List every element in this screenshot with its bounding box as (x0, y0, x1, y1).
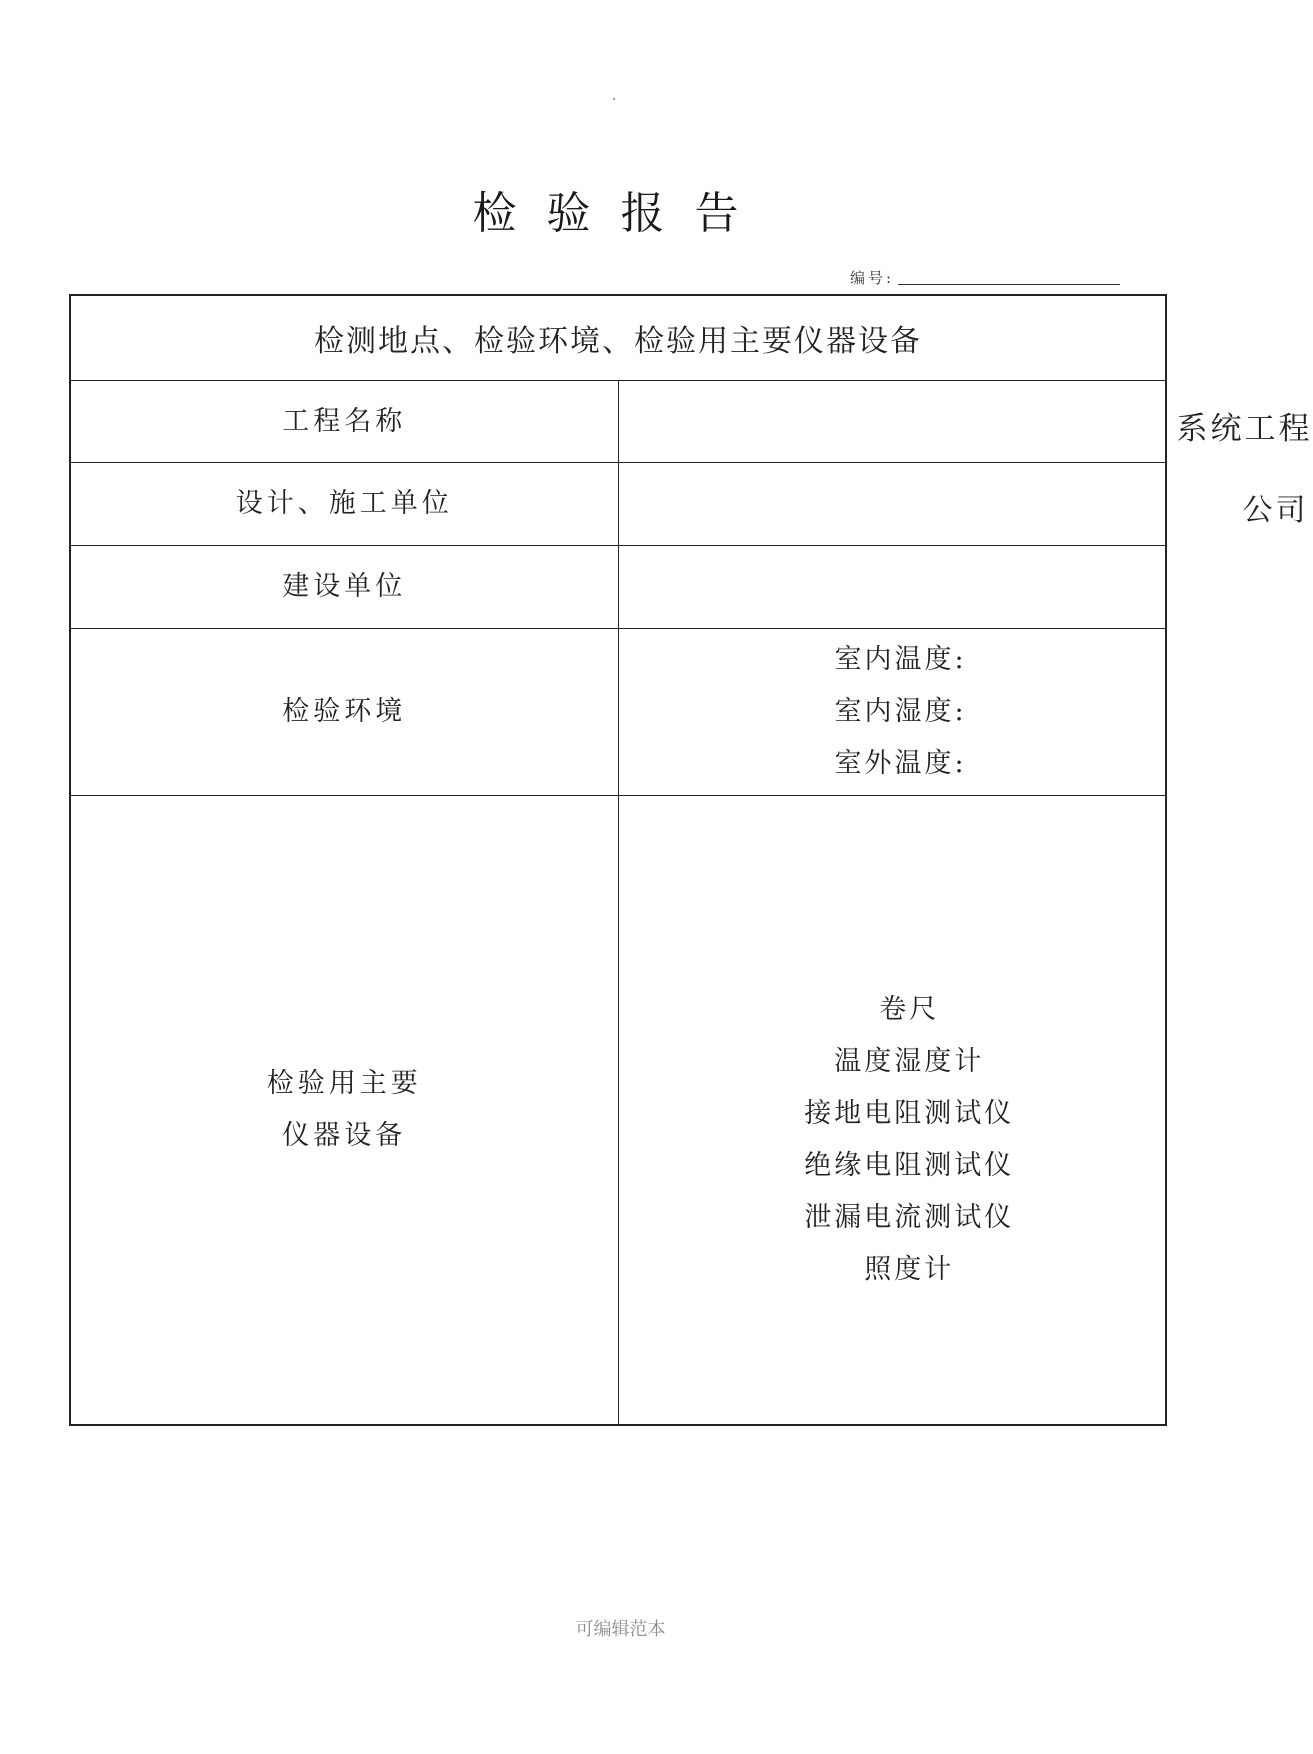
equipment-label-line-2: 仪器设备 (282, 1120, 407, 1151)
owner-unit-label: 建设单位 (70, 546, 618, 629)
environment-row (70, 629, 1166, 796)
equipment-value-cell (618, 796, 1166, 1426)
equipment-item-insulation-resistance-tester: 绝缘电阻测试仪 (804, 1150, 1015, 1181)
inspection-report-table (69, 294, 1313, 1426)
design-construction-unit-value: 公司 (1242, 493, 1309, 528)
serial-number-blank-line (898, 283, 1120, 285)
owner-unit-row (70, 546, 1166, 629)
table-header-row (70, 295, 1166, 381)
environment-item-outdoor-temperature: 室外温度: (834, 748, 967, 779)
environment-item-indoor-humidity: 室内湿度: (834, 696, 967, 727)
environment-item-indoor-temperature: 室内温度: (834, 644, 967, 675)
project-name-label: 工程名称 (70, 381, 618, 463)
project-name-row (70, 381, 1166, 463)
serial-number-label: 编号: (850, 269, 895, 287)
environment-value-cell (618, 629, 1166, 796)
equipment-label-cell (70, 796, 618, 1426)
design-construction-unit-label: 设计、施工单位 (70, 463, 618, 546)
footer-text: 可编辑范本 (575, 1619, 666, 1640)
project-name-value-cell (618, 381, 1313, 463)
equipment-item-tape-measure: 卷尺 (879, 994, 940, 1025)
equipment-item-illuminance-meter: 照度计 (864, 1254, 955, 1285)
project-name-value: 系统工程 (1176, 411, 1313, 447)
equipment-row (70, 796, 1166, 1426)
design-construction-unit-row (70, 463, 1166, 546)
equipment-label-line-1: 检验用主要 (266, 1068, 422, 1099)
table-header-cell: 检测地点、检验环境、检验用主要仪器设备 (70, 295, 1166, 381)
equipment-item-thermo-hygrometer: 温度湿度计 (834, 1046, 985, 1077)
equipment-list (619, 984, 1166, 1296)
document-title: 检验报告 (472, 188, 769, 239)
design-construction-unit-value-cell (618, 463, 1309, 546)
serial-number-field (850, 268, 1120, 288)
environment-list (619, 634, 1166, 790)
equipment-item-ground-resistance-tester: 接地电阻测试仪 (804, 1098, 1015, 1129)
environment-label: 检验环境 (70, 629, 618, 796)
equipment-item-leakage-current-tester: 泄漏电流测试仪 (804, 1202, 1015, 1233)
owner-unit-value (618, 546, 1166, 629)
page-mark-dot (613, 98, 615, 100)
